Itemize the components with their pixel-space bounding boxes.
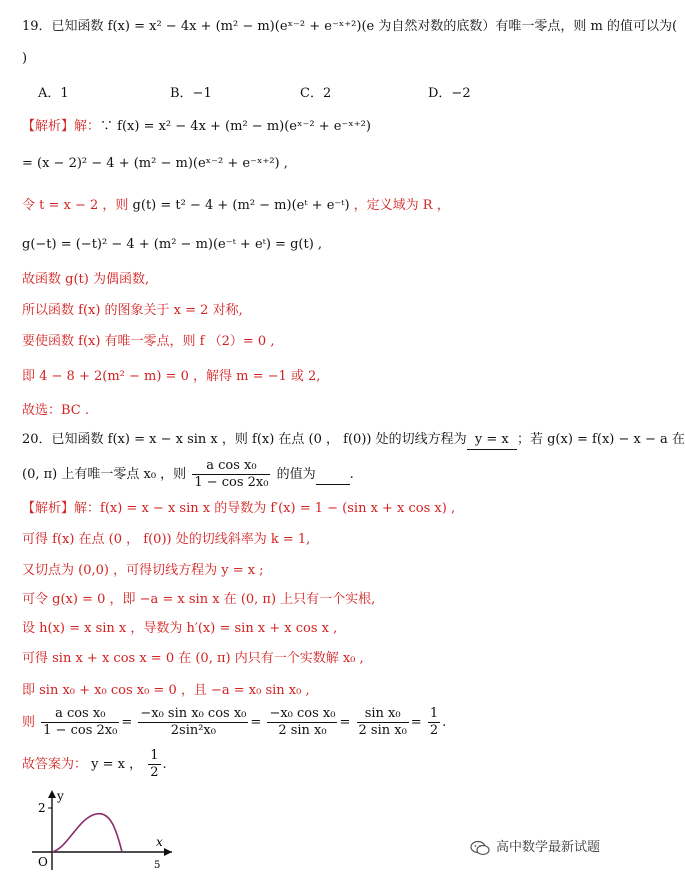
q20-f1-den: 1 − cos 2x₀ (43, 723, 118, 738)
q19-domain: ，定义域为 R ， (349, 198, 450, 213)
q20-eq-1: = (121, 715, 133, 730)
x-tick-label: 5 (154, 860, 161, 871)
q20-stem-part4: 的值为 (276, 467, 316, 482)
q20-frac-numerator: a cos x₀ (192, 458, 270, 475)
q19-solution-line5: 故函数 g(t) 为偶函数, (22, 272, 150, 287)
q20-answer-line (22, 748, 167, 781)
q20-answer-blank-1 (467, 431, 517, 450)
q20-stem-fraction (192, 458, 270, 491)
q20-eq-2: = (250, 715, 262, 730)
q20-solution-line3: 又切点为 (0,0) ，可得切线方程为 y = x ; (22, 563, 264, 578)
x-axis-arrow (164, 848, 172, 856)
q19-solution-line7: 要使函数 f(x) 有唯一零点，则 f （2）= 0 , (22, 334, 275, 349)
q20-solution-line5: 设 h(x) = x sin x ，导数为 h′(x) = sin x + x cos x , (22, 621, 338, 636)
q20-stem-line1 (22, 431, 685, 450)
q20-then: 则 (22, 715, 36, 730)
q20-frac-denominator: 1 − cos 2x₀ (194, 475, 269, 490)
y-axis-label: y (57, 789, 64, 803)
watermark (470, 836, 600, 856)
q20-answer-num: 1 (150, 748, 159, 763)
q20-blank-1-value: y = x (474, 432, 509, 447)
q19-solution-line4: g(−t) = (−t)² − 4 + (m² − m)(e⁻ᵗ + eᵗ) = g(t) , (22, 237, 323, 252)
q20-eq-3: = (339, 715, 351, 730)
q19-solution-line1 (22, 118, 371, 136)
wechat-icon (470, 840, 490, 856)
q19-solution-line6: 所以函数 f(x) 的图象关于 x = 2 对称, (22, 303, 243, 318)
function-sketch-graph (28, 788, 178, 872)
q20-solution-line7: 即 sin x₀ + x₀ cos x₀ = 0 ，且 −a = x₀ sin x₀ , (22, 683, 310, 698)
q20-solution-expr: f(x) = x − x sin x 的导数为 f′(x) = 1 − (sin x + x cos x) , (100, 501, 456, 516)
q19-solution-line9: 故选：BC . (22, 403, 90, 418)
q20-chain-frac-4 (357, 706, 409, 739)
q19-stem-line1: 19．已知函数 f(x) = x² − 4x + (m² − m)(eˣ⁻² + e⁻ˣ⁺²)(e 为自然对数的底数）有唯一零点，则 m 的值可以为( (22, 19, 678, 34)
q20-stem-period: . (349, 467, 354, 482)
q19-let-t: 令 t = x − 2 ，则 (22, 198, 133, 213)
q20-chain-frac-5 (428, 706, 440, 739)
y-tick-label: 2 (38, 801, 46, 815)
q20-f4-den: 2 sin x₀ (358, 723, 407, 738)
q20-chain-frac-3 (267, 706, 337, 739)
q19-option-a: A．1 (38, 86, 69, 101)
q20-answer-den: 2 (150, 765, 159, 780)
q20-f3-den: 2 sin x₀ (278, 723, 327, 738)
q20-chain-frac-2 (138, 706, 248, 739)
q19-solution-expr: ∵ f(x) = x² − 4x + (m² − m)(eˣ⁻² + e⁻ˣ⁺²) (100, 119, 371, 134)
y-axis-arrow (48, 790, 56, 798)
q20-solution-line1 (22, 500, 455, 518)
q19-solution-line8: 即 4 − 8 + 2(m² − m) = 0 ，解得 m = −1 或 2, (22, 369, 321, 384)
q20-solution-tag: 【解析】解： (22, 501, 101, 516)
q20-f1-num: a cos x₀ (41, 706, 119, 723)
q20-answer-blank-2 (316, 466, 350, 485)
q20-solution-line6: 可得 sin x + x cos x = 0 在 (0, π) 内只有一个实数解 x₀ , (22, 651, 364, 666)
q19-option-d: D．−2 (428, 86, 471, 101)
q19-solution-line2: = (x − 2)² − 4 + (m² − m)(eˣ⁻² + e⁻ˣ⁺²) , (22, 156, 288, 171)
q19-solution-tag: 【解析】解： (22, 119, 101, 134)
q20-stem-line2 (22, 458, 354, 491)
q19-stem-line2: ) (22, 51, 28, 66)
q20-stem-part2: ；若 g(x) = f(x) − x − a 在 (516, 432, 685, 447)
q20-stem-part1: 20．已知函数 f(x) = x − x sin x ，则 f(x) 在点 (0 ， f(0)) 处的切线方程为 (22, 432, 467, 447)
q20-f5-den: 2 (429, 723, 439, 738)
q20-answer-value: y = x ， (91, 757, 143, 772)
q20-answer-label: 故答案为： (22, 757, 88, 772)
q20-answer-fraction (148, 748, 160, 781)
q20-chain-end: . (442, 715, 447, 730)
q20-eq-4: = (410, 715, 422, 730)
origin-label: O (38, 855, 48, 869)
q20-f4-num: sin x₀ (357, 706, 409, 723)
q19-option-b: B．−1 (170, 86, 212, 101)
q19-g-def: g(t) = t² − 4 + (m² − m)(eᵗ + e⁻ᵗ) (132, 198, 350, 213)
q20-answer-end: . (162, 757, 167, 772)
q20-f3-num: −x₀ cos x₀ (269, 706, 336, 721)
q20-solution-line8 (22, 706, 446, 739)
q20-f2-den: 2sin²x₀ (170, 723, 216, 738)
q20-solution-line4: 可令 g(x) = 0 ，即 −a = x sin x 在 (0, π) 上只有一个实根, (22, 592, 376, 607)
curve (52, 814, 122, 852)
q19-solution-line3 (22, 197, 450, 215)
watermark-text: 高中数学最新试题 (496, 840, 601, 855)
q20-stem-part3: (0, π) 上有唯一零点 x₀ ，则 (22, 467, 187, 482)
x-axis-label: x (156, 835, 163, 849)
q19-option-c: C．2 (300, 86, 332, 101)
q20-chain-frac-1 (41, 706, 119, 739)
q20-solution-line2: 可得 f(x) 在点 (0 ， f(0)) 处的切线斜率为 k = 1, (22, 532, 311, 547)
q20-f5-num: 1 (429, 706, 439, 721)
q20-f2-num: −x₀ sin x₀ cos x₀ (140, 706, 247, 721)
